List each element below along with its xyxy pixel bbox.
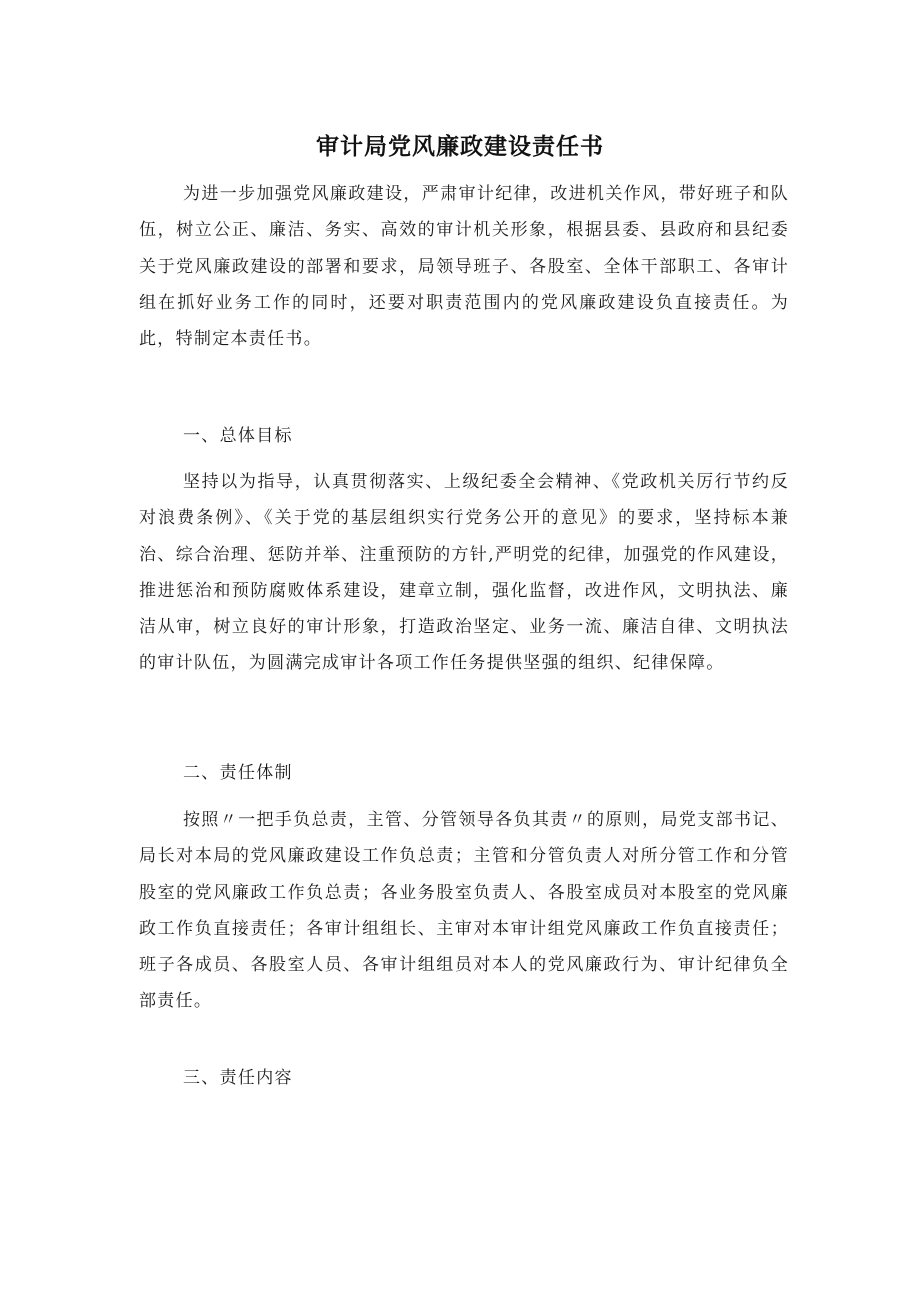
section-body-goals: 坚持以为指导，认真贯彻落实、上级纪委全会精神、《党政机关厉行节约反对浪费条例》、《关于党的基层组织实行党务公开的意见》的要求，坚持标本兼治、综合治理、惩防并举、注重预防的方针,严明党的纪律，加强党的作风建设，推进惩治和预防腐败体系建设，建章立制，强化监督，改进作风，文明执法、廉洁从审，树立良好的审计形象，打造政治坚定、业务一流、廉洁自律、文明执法的审计队伍，为圆满完成审计各项工作任务提供坚强的组织、纪律保障。 (139, 472, 789, 674)
section-heading-goals: 一、总体目标 (183, 426, 293, 446)
document-title: 审计局党风廉政建设责任书 (316, 134, 604, 160)
section-heading-system: 二、责任体制 (183, 763, 293, 783)
section-body-system: 按照〃一把手负总责，主管、分管领导各负其责〃的原则，局党支部书记、局长对本局的党风廉政建设工作负总责；主管和分管负责人对所分管工作和分管股室的党风廉政工作负总责；各业务股室负责人、各股室成员对本股室的党风廉政工作负直接责任；各审计组组长、主审对本审计组党风廉政工作负直接责任；班子各成员、各股室人员、各审计组组员对本人的党风廉政行为、审计纪律负全部责任。 (139, 810, 789, 1012)
section-heading-content: 三、责任内容 (183, 1068, 293, 1088)
intro-paragraph: 为进一步加强党风廉政建设，严肃审计纪律，改进机关作风，带好班子和队伍，树立公正、廉洁、务实、高效的审计机关形象，根据县委、县政府和县纪委关于党风廉政建设的部署和要求，局领导班子、各股室、全体干部职工、各审计组在抓好业务工作的同时，还要对职责范围内的党风廉政建设负直接责任。为此，特制定本责任书。 (139, 184, 789, 350)
